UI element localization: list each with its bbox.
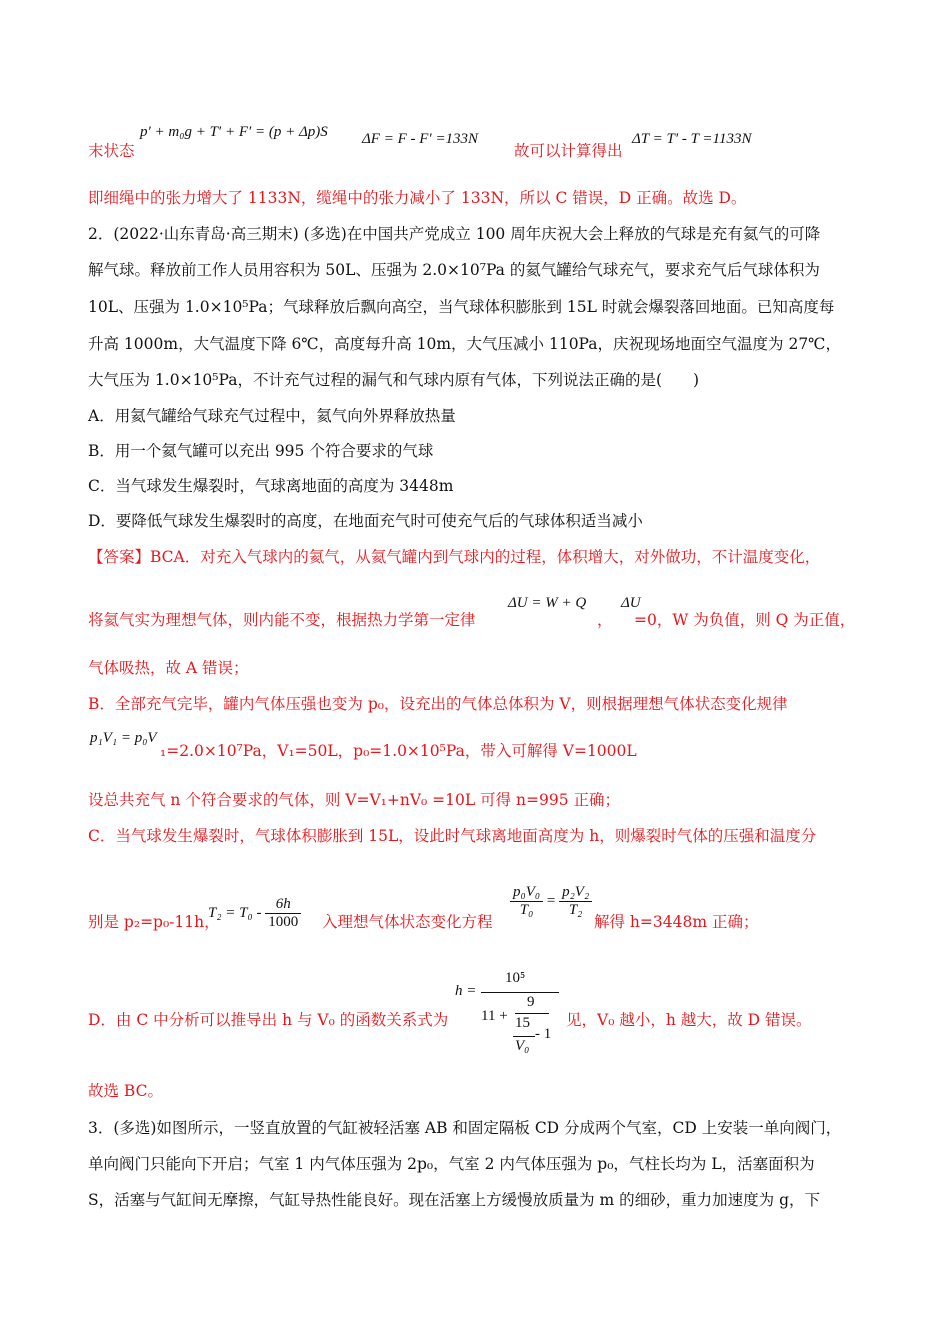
answer-b-count: 设总共充气 n 个符合要求的气体，则 V=V₁+nV₀ =10L 可得 n=995 正确； — [88, 791, 620, 809]
formula-delta-t: ΔT = T′ - T =1133N — [632, 131, 752, 147]
answer-line: 即细绳中的张力增大了 1133N，缆绳中的张力减小了 133N，所以 C 错误，D 正确。故选 D。 — [88, 189, 747, 207]
formula-delta-u: ΔU — [621, 595, 641, 611]
conclusion-label: 故可以计算得出 — [514, 142, 623, 160]
answer-comma: ， — [597, 611, 613, 629]
answer-line: 将氦气实为理想气体，则内能不变，根据热力学第一定律 — [88, 611, 476, 629]
answer-line: =0，W 为负值，则 Q 为正值， — [634, 611, 856, 629]
option-a: A．用氦气罐给气球充气过程中，氦气向外界释放热量 — [88, 407, 456, 425]
answer-b: B．全部充气完毕，罐内气体压强也变为 p₀，设充出的气体总体积为 V，则根据理想气体状态变化规律 — [88, 695, 788, 713]
question-3-line: 3．(多选)如图所示，一竖直放置的气缸被轻活塞 AB 和固定隔板 CD 分成两个气室，CD 上安装一单向阀门， — [88, 1119, 842, 1137]
formula-delta-f: ΔF = F - F′ =133N — [362, 131, 479, 147]
question-2-line: 解气球。释放前工作人员用容积为 50L、压强为 2.0×10⁷Pa 的氦气罐给气球充气，要求充气后气球体积为 — [88, 261, 820, 279]
answer-d-conclusion: 见，V₀ 越小，h 越大，故 D 错误。 — [566, 1011, 812, 1029]
question-2-line: 2．(2022·山东青岛·高三期末) (多选)在中国共产党成立 100 周年庆祝大会上释放的气球是充有氦气的可降 — [88, 225, 821, 243]
question-3-line: S，活塞与气缸间无摩擦，气缸导热性能良好。现在活塞上方缓慢放质量为 m 的细砂，重力加速度为 g，下 — [88, 1191, 821, 1209]
option-b: B．用一个氦气罐可以充出 995 个符合要求的气球 — [88, 442, 434, 460]
question-2-line: 升高 1000m，大气温度下降 6℃，高度每升高 10m，大气压减小 110Pa，庆祝现场地面空气温度为 27℃， — [88, 335, 842, 353]
formula-temperature: T₂ = T₀ - $\frac{6h}{1000}$ — [208, 896, 301, 931]
formula-boyle: p₁V₁ = p₀V — [90, 730, 157, 746]
answer-d: D．由 C 中分析可以推导出 h 与 V₀ 的函数关系式为 — [88, 1011, 449, 1029]
answer-c: C．当气球发生爆裂时，气球体积膨胀到 15L，设此时气球离地面高度为 h，则爆裂时气体的压强和温度分 — [88, 827, 817, 845]
answer-c-state: 入理想气体状态变化方程 — [322, 913, 493, 931]
formula-first-law: ΔU = W + Q — [508, 595, 587, 611]
answer-c-state: 别是 p₂=p₀-11h， — [88, 913, 220, 931]
formula-force-balance: p′ + m₀g + T′ + F′ = (p + Δp)S — [140, 124, 328, 140]
option-d: D．要降低气球发生爆裂时的高度，在地面充气时可使充气后的气球体积适当减小 — [88, 512, 643, 530]
final-choice: 故选 BC。 — [88, 1082, 163, 1100]
end-state-label: 末状态 — [88, 142, 135, 160]
question-2-line: 10L、压强为 1.0×10⁵Pa；气球释放后飘向高空，当气球体积膨胀到 15L 时就会爆裂落回地面。已知高度每 — [88, 298, 835, 316]
question-2-line: 大气压为 1.0×10⁵Pa，不计充气过程的漏气和气球内原有气体，下列说法正确的是( ) — [88, 371, 700, 389]
question-3-line: 单向阀门只能向下开启；气室 1 内气体压强为 2p₀，气室 2 内气体压强为 p₀，气柱长均为 L，活塞面积为 — [88, 1155, 815, 1173]
formula-state-equation: $\frac{\text{p₀V₀}}{\text{T₀}}$ = $\frac{\text{p₂V₂}}{\text{T₂}}$ — [510, 884, 592, 919]
answer-heading: 【答案】BCA．对充入气球内的氦气，从氦气罐内到气球内的过程，体积增大，对外做功，不计温度变化， — [88, 548, 821, 566]
answer-c-result: 解得 h=3448m 正确； — [594, 913, 759, 931]
option-c: C．当气球发生爆裂时，气球离地面的高度为 3448m — [88, 477, 454, 495]
answer-b-values: ₁=2.0×10⁷Pa，V₁=50L，p₀=1.0×10⁵Pa，带入可解得 V=1000L — [160, 742, 637, 760]
answer-line: 气体吸热，故 A 错误； — [88, 659, 249, 677]
